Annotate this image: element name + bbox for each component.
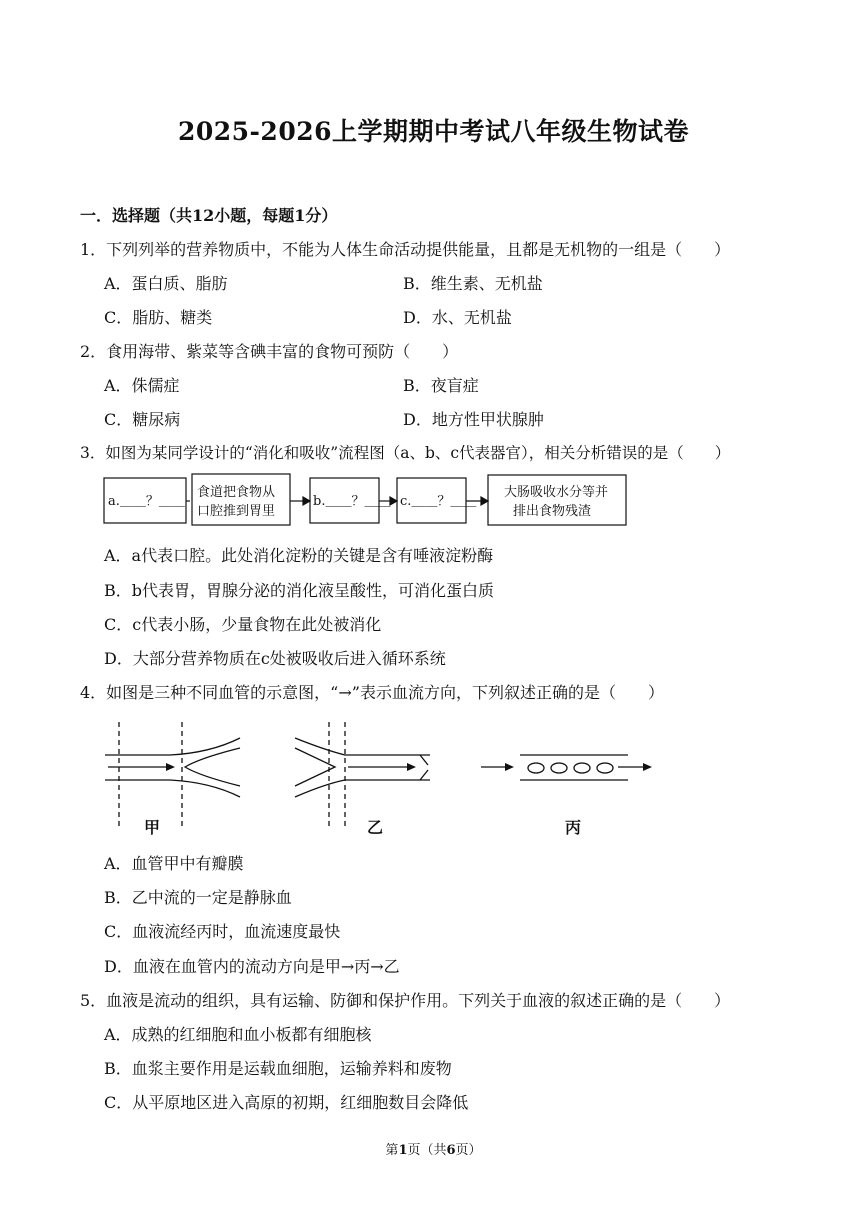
blood-vessel-diagram [100, 720, 670, 840]
question-1-stem: 1．下列列举的营养物质中，不能为人体生命活动提供能量，且都是无机物的一组是（ ） [80, 240, 731, 259]
question-4-option-d: D．血液在血管内的流动方向是甲→丙→乙 [104, 957, 400, 976]
question-1-option-c: C．脂肪、糖类 [104, 308, 213, 327]
question-2-stem: 2．食用海带、紫菜等含碘丰富的食物可预防（ ） [80, 342, 459, 361]
section-heading: 一．选择题（共12小题，每题1分） [80, 206, 338, 225]
question-5-option-b: B．血浆主要作用是运载血细胞，运输养料和废物 [104, 1059, 452, 1078]
footer-mid: 页（共 [407, 1143, 447, 1158]
question-3-option-c: C．c代表小肠，少量食物在此处被消化 [104, 615, 382, 634]
question-2-option-d: D．地方性甲状腺肿 [403, 410, 544, 429]
vessel-label-bing: 丙 [565, 818, 582, 837]
footer-total-pages: 6 [446, 1143, 456, 1158]
flow-label-large-2: 排出食物残渣 [513, 504, 592, 519]
footer-prefix: 第 [385, 1143, 399, 1158]
question-1-option-d: D．水、无机盐 [403, 308, 512, 327]
flow-label-c: c.＿＿？＿＿ [400, 494, 477, 509]
vessel-jia [105, 722, 240, 830]
flow-label-esophagus-1: 食道把食物从 [197, 485, 276, 500]
question-5-option-a: A．成熟的红细胞和血小板都有细胞核 [104, 1025, 372, 1044]
question-3-stem: 3．如图为某同学设计的“消化和吸收”流程图（a、b、c代表器官），相关分析错误的是（ ） [80, 444, 731, 462]
question-3-option-a: A．a代表口腔。此处消化淀粉的关键是含有唾液淀粉酶 [104, 546, 494, 565]
question-4-option-c: C．血液流经丙时，血流速度最快 [104, 922, 341, 941]
vessel-label-jia: 甲 [144, 818, 161, 837]
flow-label-large-1: 大肠吸收水分等并 [504, 485, 609, 500]
flow-label-esophagus-2: 口腔推到胃里 [197, 504, 276, 519]
footer-suffix: 页） [455, 1143, 482, 1158]
question-2-option-c: C．糖尿病 [104, 410, 181, 429]
question-1-option-a: A．蛋白质、脂肪 [104, 274, 228, 293]
vessel-yi [295, 722, 430, 830]
question-5-stem: 5．血液是流动的组织，具有运输、防御和保护作用。下列关于血液的叙述正确的是（ ） [80, 991, 731, 1010]
question-4-option-a: A．血管甲中有瓣膜 [104, 854, 244, 873]
question-3-option-d: D．大部分营养物质在c处被吸收后进入循环系统 [104, 649, 446, 668]
question-3-option-b: B．b代表胃，胃腺分泌的消化液呈酸性，可消化蛋白质 [104, 581, 495, 600]
question-2-option-b: B．夜盲症 [403, 376, 479, 395]
vessel-label-yi: 乙 [367, 818, 384, 837]
digestion-flowchart [100, 470, 660, 532]
exam-title: 2025-2026上学期期中考试八年级生物试卷 [177, 117, 690, 146]
question-5-option-c: C．从平原地区进入高原的初期，红细胞数目会降低 [104, 1093, 469, 1112]
footer-page-number: 1 [398, 1143, 408, 1158]
question-1-option-b: B．维生素、无机盐 [403, 274, 543, 293]
question-4-stem: 4．如图是三种不同血管的示意图，“→”表示血流方向，下列叙述正确的是（ ） [80, 683, 664, 702]
page-footer [0, 1139, 867, 1158]
flow-label-b: b.＿＿？＿＿ [313, 494, 391, 509]
flow-label-a: a.＿＿？＿＿ [108, 494, 185, 509]
question-4-option-b: B．乙中流的一定是静脉血 [104, 888, 292, 907]
question-2-option-a: A．侏儒症 [104, 376, 180, 395]
